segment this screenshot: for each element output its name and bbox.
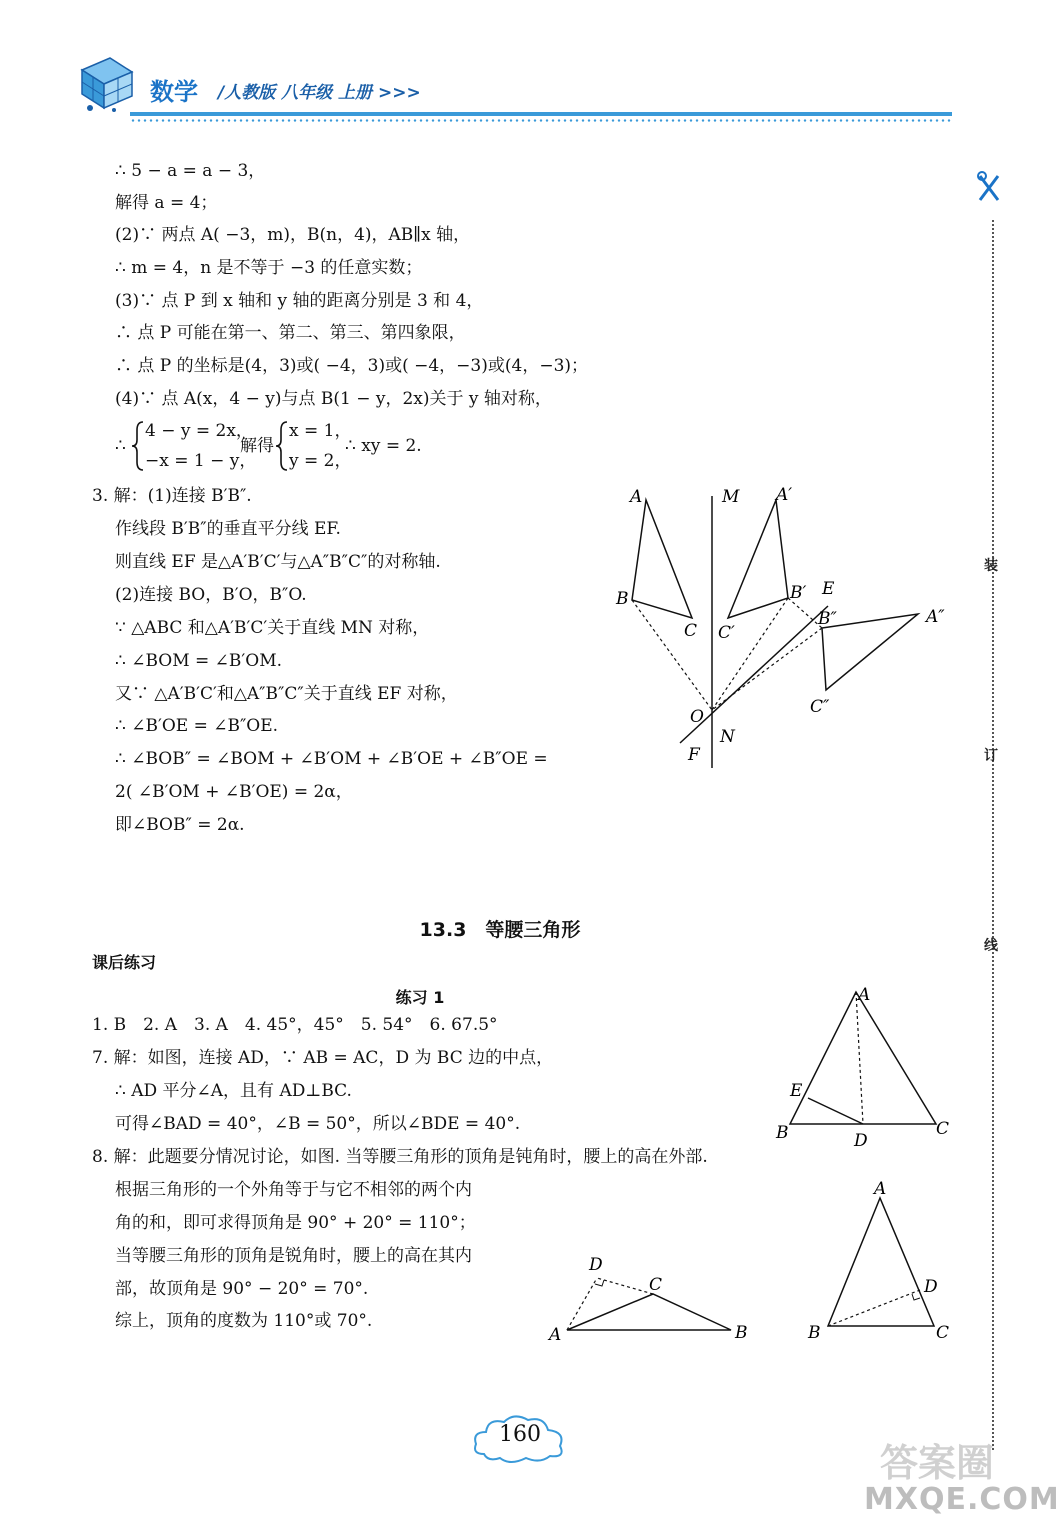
label-d: D (589, 1255, 603, 1275)
cube-mascot-icon (70, 50, 140, 112)
triangle-abc-2 (790, 992, 936, 1124)
label-b: B (616, 589, 629, 609)
label-m: M (722, 487, 740, 507)
label-c1: C′ (718, 623, 735, 643)
section-title: 13.3 等腰三角形 (419, 919, 581, 941)
label-b: B (776, 1123, 789, 1143)
label-d: D (854, 1131, 868, 1151)
page-number: 160 (499, 1422, 541, 1447)
triangle-acb (567, 1294, 731, 1330)
label-b2: B″ (818, 609, 837, 629)
text-line: ∴ ∠B′OE = ∠B″OE. (115, 716, 279, 736)
equation-1: 4 − y = 2x， (145, 421, 253, 441)
label-d: D (924, 1277, 938, 1297)
label-c: C (684, 621, 698, 641)
text-line: ∵ △ABC 和△A′B′C′关于直线 MN 对称， (115, 618, 430, 638)
text-line: ∴ 点 P 可能在第一、第二、第三、第四象限， (115, 323, 466, 343)
text-line: (2)∵ 两点 A( −3，m)，B(n，4)，AB∥x 轴， (115, 225, 471, 245)
exercise-heading: 练习 1 (395, 988, 445, 1007)
acute-triangle-figure (800, 1176, 960, 1352)
left-brace-icon (275, 420, 289, 472)
triangle-abc (632, 500, 692, 618)
watermark-cn: 答案圈 (880, 1441, 995, 1485)
header-subtitle: /人教版 八年级 上册 >>> (218, 83, 421, 103)
right-angle-mark (912, 1294, 920, 1300)
text-line: 3. 解：(1)连接 B′B″. (92, 486, 252, 506)
label-c: C (649, 1275, 663, 1295)
height-bd (828, 1290, 920, 1326)
label-f: F (688, 745, 700, 765)
solution-1: x = 1， (289, 421, 352, 441)
segment-de (808, 1098, 863, 1124)
answer-line: 8. 解：此题要分情况讨论，如图. 当等腰三角形的顶角是钝角时，腰上的高在外部. (92, 1147, 708, 1167)
label-a: A (858, 985, 871, 1005)
watermark: MXQE.COM (864, 1482, 1060, 1517)
label-e: E (822, 579, 835, 599)
right-angle-mark (595, 1280, 604, 1286)
label-b1: B′ (790, 583, 807, 603)
isosceles-figure-1 (770, 982, 960, 1152)
text-line: (3)∵ 点 P 到 x 轴和 y 轴的距离分别是 3 和 4， (115, 291, 484, 311)
answer-line: 综上，顶角的度数为 110°或 70°. (115, 1311, 373, 1331)
equation-2: −x = 1 − y， (145, 451, 257, 471)
left-brace-icon (131, 420, 145, 472)
header-dotted-rule (130, 119, 952, 122)
side-mark-xian: 线 (984, 938, 998, 954)
text-line: 则直线 EF 是△A′B′C′与△A″B″C″的对称轴. (115, 552, 441, 572)
label-c2: C″ (810, 697, 830, 717)
binding-line (992, 220, 994, 1450)
text-line: ∴ 5 − a = a − 3， (115, 161, 266, 181)
header-rule (130, 112, 952, 116)
segment-ad (856, 992, 863, 1124)
xy-result: ∴ xy = 2. (345, 436, 422, 456)
header-logo (70, 50, 140, 112)
solve-word: 解得 (240, 436, 274, 456)
label-b: B (808, 1323, 821, 1343)
text-line: 作线段 B′B″的垂直平分线 EF. (115, 519, 341, 539)
extension-cd (597, 1278, 653, 1294)
answer-line: 可得∠BAD = 40°，∠B = 50°，所以∠BDE = 40°. (115, 1114, 521, 1134)
obtuse-triangle-figure (545, 1250, 760, 1350)
label-b: B (735, 1323, 748, 1343)
text-line: ∴ ∠BOM = ∠B′OM. (115, 651, 283, 671)
text-line: ∴ 点 P 的坐标是(4，3)或( −4，3)或( −4，−3)或(4，−3)； (115, 356, 589, 376)
text-line: ∴ ∠BOB″ = ∠BOM + ∠B′OM + ∠B′OE + ∠B″OE = (115, 749, 548, 769)
text-line: 又∵ △A′B′C′和△A″B″C″关于直线 EF 对称， (115, 684, 458, 704)
answer-line: 角的和，即可求得顶角是 90° + 20° = 110°； (115, 1213, 476, 1233)
label-c: C (936, 1119, 950, 1139)
header-title: 数学 (150, 78, 198, 106)
label-c: C (936, 1323, 950, 1343)
sub-heading: 课后练习 (92, 953, 157, 972)
segment-bo (632, 600, 712, 710)
answer-line: 根据三角形的一个外角等于与它不相邻的两个内 (115, 1180, 472, 1200)
equation-system (115, 418, 535, 474)
text-line: 解得 a = 4； (115, 193, 218, 213)
answer-line: 当等腰三角形的顶角是锐角时，腰上的高在其内 (115, 1246, 472, 1266)
label-o: O (690, 707, 704, 727)
label-a: A (549, 1325, 562, 1345)
text-line: (4)∵ 点 A(x，4 − y)与点 B(1 − y，2x)关于 y 轴对称， (115, 389, 552, 409)
triangle-abc-3 (828, 1198, 934, 1326)
answer-line: 1. B 2. A 3. A 4. 45°，45° 5. 54° 6. 67.5° (92, 1015, 498, 1035)
label-a: A (630, 487, 643, 507)
answer-line: ∴ AD 平分∠A，且有 AD⊥BC. (115, 1081, 352, 1101)
text-line: (2)连接 BO，B′O，B″O. (115, 585, 307, 605)
answer-line: 部，故顶角是 90° − 20° = 70°. (115, 1279, 369, 1299)
scissors-icon (976, 170, 1000, 214)
height-ad (567, 1278, 597, 1330)
side-mark-ding: 订 (984, 748, 998, 764)
label-e: E (790, 1081, 803, 1101)
triangle-a1b1c1 (728, 500, 788, 618)
label-n: N (720, 727, 735, 747)
answer-line: 7. 解：如图，连接 AD，∵ AB = AC，D 为 BC 边的中点， (92, 1048, 554, 1068)
label-a2: A″ (926, 607, 945, 627)
text-line: 即∠BOB″ = 2α. (115, 815, 245, 835)
solution-2: y = 2， (289, 451, 352, 471)
side-mark-zhuang: 装 (984, 558, 998, 574)
reflection-figure (600, 478, 960, 788)
text-line: 2( ∠B′OM + ∠B′OE) = 2α， (115, 782, 353, 802)
label-a1: A′ (776, 485, 793, 505)
label-a: A (874, 1179, 887, 1199)
therefore-sign: ∴ (115, 436, 126, 456)
text-line: ∴ m = 4，n 是不等于 −3 的任意实数； (115, 258, 423, 278)
